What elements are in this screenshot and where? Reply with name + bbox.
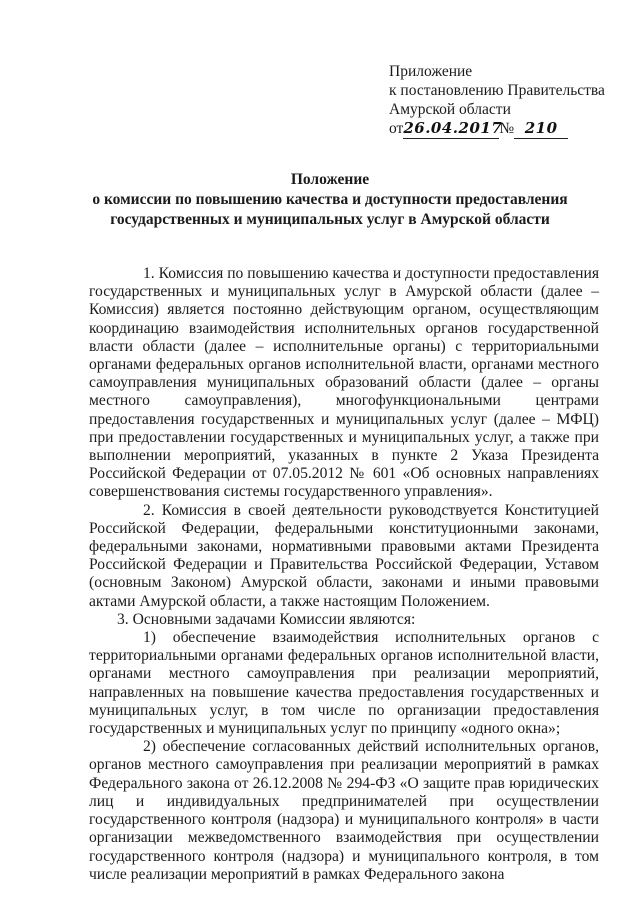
paragraph-2: 2. Комиссия в своей деятельности руководствуется Конституцией Российской Федерации, федеральными конституционными законами, федеральными законами, нормативными правовыми актами Президента Российской Федерации и Правительства Российской Федерации, Уставом (основным Законом) Амурской области, законами и иными правовыми актами Амурской области, а также настоящим Положением. <box>89 501 599 610</box>
paragraph-3-item-1: 1) обеспечение взаимодействия исполнительных органов с территориальными органами федеральных органов исполнительной власти, органами местного самоуправления при реализации мероприятий, направленных на повышение качества предоставления государственных и муниципальных услуг, в том числе по организации предоставления государственных и муниципальных услуг по принципу «одного окна»; <box>89 629 599 738</box>
appendix-line-2: к постановлению Правительства <box>389 82 605 99</box>
handwritten-date: 26.04.2017 <box>403 119 503 137</box>
title-line-1: Положение <box>290 171 370 188</box>
document-body <box>89 265 599 884</box>
appendix-block <box>389 62 629 139</box>
title-line-3: государственных и муниципальных услуг в Амурской области <box>110 211 550 228</box>
appendix-date-line <box>389 119 629 139</box>
paragraph-3: 3. Основными задачами Комиссии являются: <box>117 610 416 628</box>
document-title <box>60 170 600 230</box>
date-prefix: от <box>389 120 404 137</box>
handwritten-number: 210 <box>514 119 568 139</box>
paragraph-3-item-2: 2) обеспечение согласованных действий исполнительных органов, органов местного самоуправления при реализации мероприятий в рамках Федерального закона от 26.12.2008 № 294-ФЗ «О защите прав юридических лиц и индивидуальных предпринимателей при осуществлении государственного контроля (надзора) и муниципального контроля» в части организации межведомственного взаимодействия при осуществлении государственного контроля (надзора) и муниципального контроля, в том числе реализации мероприятий в рамках Федерального закона <box>89 738 599 883</box>
paragraph-1: 1. Комиссия по повышению качества и доступности предоставления государственных и муниципальных услуг в Амурской области (далее – Комиссия) является постоянно действующим органом, осуществляющим координацию взаимодействия исполнительных органов государственной власти области (далее – исполнительные органы) с территориальными органами федеральных органов исполнительной власти, органами местного самоуправления муниципальных образований области (далее – органы местного самоуправления), многофункциональными центрами предоставления государственных и муниципальных услуг (далее – МФЦ) при предоставлении государственных и муниципальных услуг, а также при выполнении мероприятий, указанных в пункте 2 Указа Президента Российской Федерации от 07.05.2012 № 601 «Об основных направлениях совершенствования системы государственного управления». <box>89 265 599 501</box>
title-line-2: о комиссии по повышению качества и доступности предоставления <box>92 191 568 208</box>
number-prefix: № <box>499 120 515 137</box>
appendix-line-1: Приложение <box>389 63 473 80</box>
appendix-line-3: Амурской области <box>389 101 511 118</box>
